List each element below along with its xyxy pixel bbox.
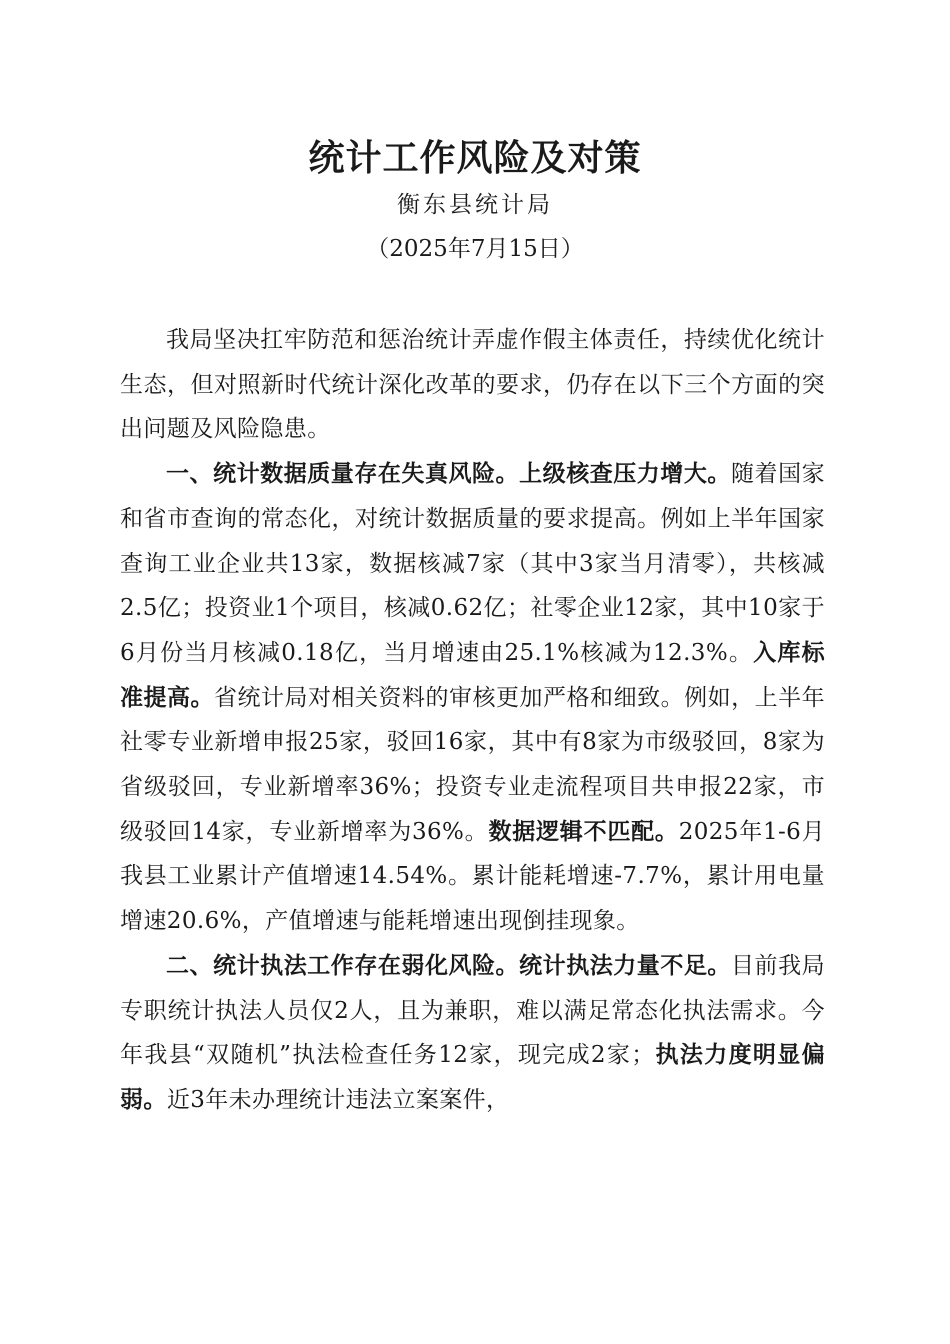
section-2-subtitle-1: 统计执法力量不足。 bbox=[519, 951, 731, 979]
section-2-subtitle-2: 执法力度明显偏弱。 bbox=[120, 1041, 825, 1113]
document-title: 统计工作风险及对策 bbox=[308, 137, 642, 179]
document-issuer: 衡东县统计局 bbox=[397, 192, 553, 218]
section-1-text-3: 2025年1-6月我县工业累计产值增速14.54%。累计能耗增速-7.7%，累计用电量增速20.6%，产值增速与能耗增速出现倒挂现象。 bbox=[120, 818, 825, 935]
section-2-text-1: 目前我局专职统计执法人员仅2人，且为兼职，难以满足常态化执法需求。今年我县“双随机”执法检查任务12家，现完成2家； bbox=[120, 952, 826, 1069]
section-1-paragraph bbox=[120, 452, 825, 944]
section-1-subtitle-3: 数据逻辑不匹配。 bbox=[488, 817, 679, 845]
section-2-paragraph bbox=[120, 944, 825, 1123]
intro-paragraph bbox=[120, 318, 825, 452]
section-1-subtitle-2: 入库标准提高。 bbox=[120, 638, 825, 711]
section-1-subtitle-1: 上级核查压力增大。 bbox=[519, 460, 731, 488]
section-1-text-2: 省统计局对相关资料的审核更加严格和细致。例如，上半年社零专业新增申报25家，驳回16家，其中有8家为市级驳回，8家为省级驳回，专业新增率36%；投资专业走流程项目共申报22家，市级驳回14家，专业新增率为36%。 bbox=[120, 684, 825, 845]
section-1-heading: 一、统计数据质量存在失真风险。 bbox=[166, 460, 520, 488]
section-1-text-1: 随着国家和省市查询的常态化，对统计数据质量的要求提高。例如上半年国家查询工业企业共13家，数据核减7家（其中3家当月清零），共核减2.5亿；投资业1个项目，核减0.62亿；社零企业12家，其中10家于6月份当月核减0.18亿，当月增速由25.1%核减为12.3%。 bbox=[120, 461, 826, 666]
document-date: （2025年7月15日） bbox=[366, 236, 584, 262]
section-2-heading: 二、统计执法工作存在弱化风险。 bbox=[166, 951, 520, 979]
document-body bbox=[120, 318, 825, 1123]
intro-text: 我局坚决扛牢防范和惩治统计弄虚作假主体责任，持续优化统计生态，但对照新时代统计深化改革的要求，仍存在以下三个方面的突出问题及风险隐患。 bbox=[120, 327, 825, 443]
section-2-text-2: 近3年未办理统计违法立案案件， bbox=[166, 1086, 510, 1113]
